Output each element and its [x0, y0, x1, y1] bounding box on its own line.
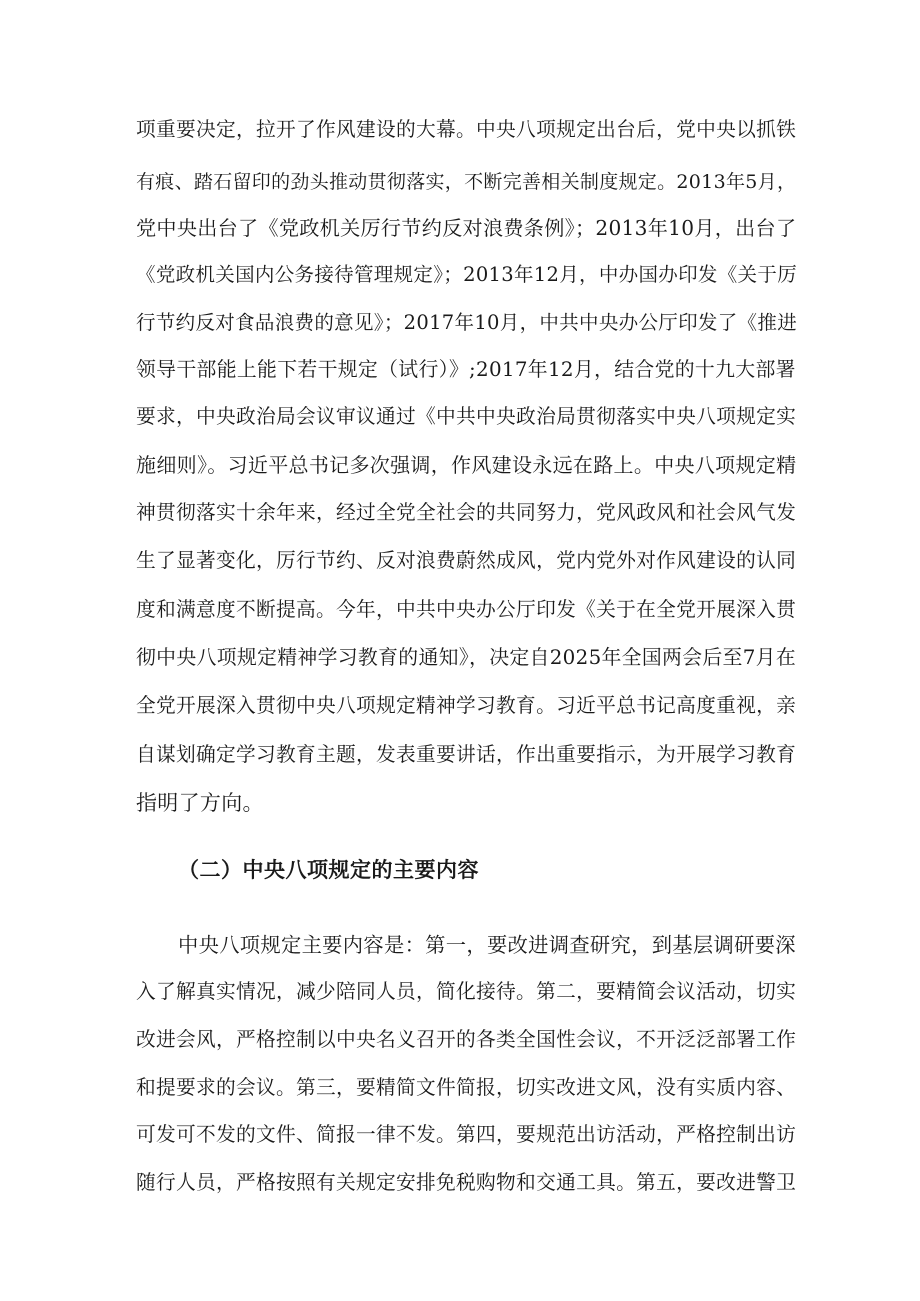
- paragraph-1-line-14: 自谋划确定学习教育主题，发表重要讲话，作出重要指示，为开展学习教育: [136, 743, 797, 766]
- paragraph-1-line-9: 神贯彻落实十余年来，经过全党全社会的共同努力，党风政风和社会风气发: [136, 501, 797, 524]
- paragraph-1-line-4: 《党政机关国内公务接待管理规定》；2013年12月，中办国办印发《关于厉: [136, 263, 798, 286]
- paragraph-2-line-4: 和提要求的会议。第三，要精简文件简报，切实改进文风，没有实质内容、: [136, 1076, 797, 1099]
- paragraph-1-line-3: 党中央出台了《党政机关厉行节约反对浪费条例》；2013年10月，出台了: [136, 216, 797, 240]
- paragraph-1-line-6: 领导干部能上能下若干规定（试行）》;2017年12月，结合党的十九大部署: [136, 358, 796, 381]
- paragraph-1-line-2: 有痕、踏石留印的劲头推动贯彻落实，不断完善相关制度规定。2013年5月，: [136, 171, 797, 193]
- paragraph-1-line-1: 项重要决定，拉开了作风建设的大幕。中央八项规定出台后，党中央以抓铁: [136, 118, 797, 141]
- paragraph-1-line-12: 彻中央八项规定精神学习教育的通知》，决定自2025年全国两会后至7月在: [136, 646, 797, 669]
- paragraph-1-line-15: 指明了方向。: [136, 791, 264, 815]
- paragraph-2-line-5: 可发可不发的文件、简报一律不发。第四，要规范出访活动，严格控制出访: [136, 1123, 797, 1146]
- paragraph-2-line-6: 随行人员，严格按照有关规定安排免税购物和交通工具。第五，要改进警卫: [136, 1171, 797, 1194]
- paragraph-2-line-3: 改进会风，严格控制以中央名义召开的各类全国性会议，不开泛泛部署工作: [136, 1028, 797, 1051]
- paragraph-1-line-5: 行节约反对食品浪费的意见》；2017年10月，中共中央办公厅印发了《推进: [136, 311, 798, 334]
- paragraph-1-line-7: 要求，中央政治局会议审议通过《中共中央政治局贯彻落实中央八项规定实: [136, 405, 797, 428]
- paragraph-1-line-8: 施细则》。习近平总书记多次强调，作风建设永远在路上。中央八项规定精: [136, 453, 797, 477]
- paragraph-2-line-2: 入了解真实情况，减少陪同人员，简化接待。第二，要精简会议活动，切实: [136, 980, 797, 1003]
- paragraph-1-line-11: 度和满意度不断提高。今年，中共中央办公厅印发《关于在全党开展深入贯: [136, 598, 797, 621]
- section-heading: （二）中央八项规定的主要内容: [178, 858, 479, 882]
- paragraph-2-line-1: 中央八项规定主要内容是：第一，要改进调查研究，到基层调研要深: [178, 933, 796, 957]
- paragraph-1-line-10: 生了显著变化，厉行节约、反对浪费蔚然成风，党内党外对作风建设的认同: [136, 549, 797, 572]
- paragraph-1-line-13: 全党开展深入贯彻中央八项规定精神学习教育。习近平总书记高度重视，亲: [136, 694, 797, 717]
